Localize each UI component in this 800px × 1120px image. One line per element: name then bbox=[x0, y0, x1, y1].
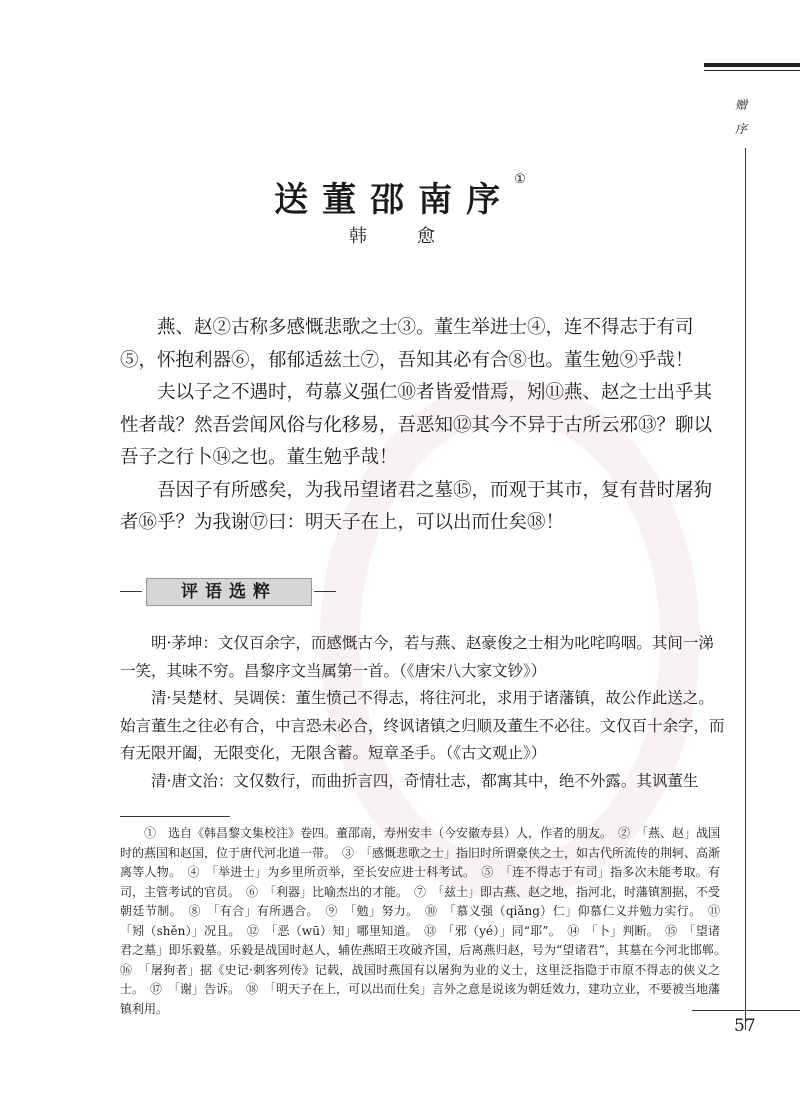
title-note: ① bbox=[514, 172, 526, 187]
section-rule-left bbox=[120, 591, 142, 592]
page-number-rule bbox=[692, 1010, 800, 1011]
header-rule-thin bbox=[704, 70, 800, 71]
title-text: 送董邵南序 bbox=[274, 180, 515, 220]
page-number: 57 bbox=[734, 1016, 756, 1036]
header-rule bbox=[704, 63, 800, 67]
main-text bbox=[120, 312, 720, 540]
footnote-text: ① 选自《韩昌黎文集校注》卷四。董邵南，寿州安丰（今安徽寿县）人，作者的朋友。 ② 「燕、赵」战国时的燕国和赵国，位于唐代河北道一带。 ③ 「感慨悲歌之士」指旧时所谓豪侠之士，如古代所流传的荆轲、高渐离等人物。 ④ 「举进士」为乡里所贡举，至长安应进士科考试。 ⑤ 「连不得志于有司」指多次未能考取。有司，主管考试的官员。 ⑥ 「利器」比喻杰出的才能。 ⑦ 「兹土」即古燕、赵之地，指河北，时藩镇割据，不受朝廷节制。 ⑧ 「有合」有所遇合。 ⑨ 「勉」努力。 ⑩ 「慕义强（qiǎng）仁」仰慕仁义并勉力实行。 ⑪ 「矧（shěn）」况且。 ⑫ 「恶（wū）知」哪里知道。 ⑬ 「邪（yé）」同“耶”。 ⑭ 「卜」判断。 ⑮ 「望诸君之墓」即乐毅墓。乐毅是战国时赵人，辅佐燕昭王攻破齐国，后离燕归赵，号为“望诸君”，其墓在今河北邯郸。 ⑯ 「屠狗者」据《史记·刺客列传》记载，战国时燕国有以屠狗为业的义士，这里泛指隐于市原不得志的侠义之士。 ⑰ 「谢」告诉。 ⑱ 「明天子在上，可以出而仕矣」言外之意是说该为朝廷效力，建功立业，不要被当地藩镇利用。 bbox=[120, 826, 733, 1016]
footnotes bbox=[120, 824, 733, 1019]
commentary-2: 清·吴楚材、吴调侯：董生愤己不得志，将往河北，求用于诸藩镇，故公作此送之。始言董生之往必有合，中言恐未必合，终讽诸镇之归顺及董生不必往。文仅百十余字，而有无限开阖，无限变化，无限含蓄。短章圣手。（《古文观止》） bbox=[120, 689, 725, 762]
commentary-3: 清·唐文治：文仅数行，而曲折言四，奇情壮志，都寓其中，绝不外露。其讽董生 bbox=[151, 771, 699, 790]
section-title: 评语选粹 bbox=[146, 578, 312, 606]
body-paragraph-2: 夫以子之不遇时，苟慕义强仁⑩者皆爱惜焉，矧⑪燕、赵之士出乎其性者哉？然吾尝闻风俗与化移易，吾恶知⑫其今不异于古所云邪⑬？聊以吾子之行卜⑭之也。董生勉乎哉！ bbox=[120, 382, 713, 468]
side-label-zeng: 赠 bbox=[735, 98, 748, 112]
side-label-xu: 序 bbox=[735, 122, 748, 136]
commentary bbox=[120, 630, 728, 795]
body-paragraph-3: 吾因子有所感矣，为我吊望诸君之墓⑮，而观于其市，复有昔时屠狗者⑯乎？为我谢⑰曰：明天子在上，可以出而仕矣⑱！ bbox=[120, 479, 713, 533]
section-rule-right bbox=[314, 591, 336, 592]
body-paragraph-1: 燕、赵②古称多感慨悲歌之士③。董生举进士④，连不得志于有司⑤，怀抱利器⑥，郁郁适兹土⑦，吾知其必有合⑧也。董生勉⑨乎哉！ bbox=[120, 317, 694, 371]
commentary-1: 明·茅坤：文仅百余字，而感慨古今，若与燕、赵豪俊之士相为叱咤呜咽。其间一涕一笑，其味不穷。昌黎序文当属第一首。（《唐宋八大家文钞》） bbox=[120, 634, 714, 680]
page-title bbox=[0, 172, 800, 221]
footnote-rule bbox=[120, 816, 230, 817]
author: 韩 愈 bbox=[349, 226, 451, 247]
section-heading bbox=[120, 576, 720, 606]
side-vertical-rule bbox=[745, 148, 746, 1030]
